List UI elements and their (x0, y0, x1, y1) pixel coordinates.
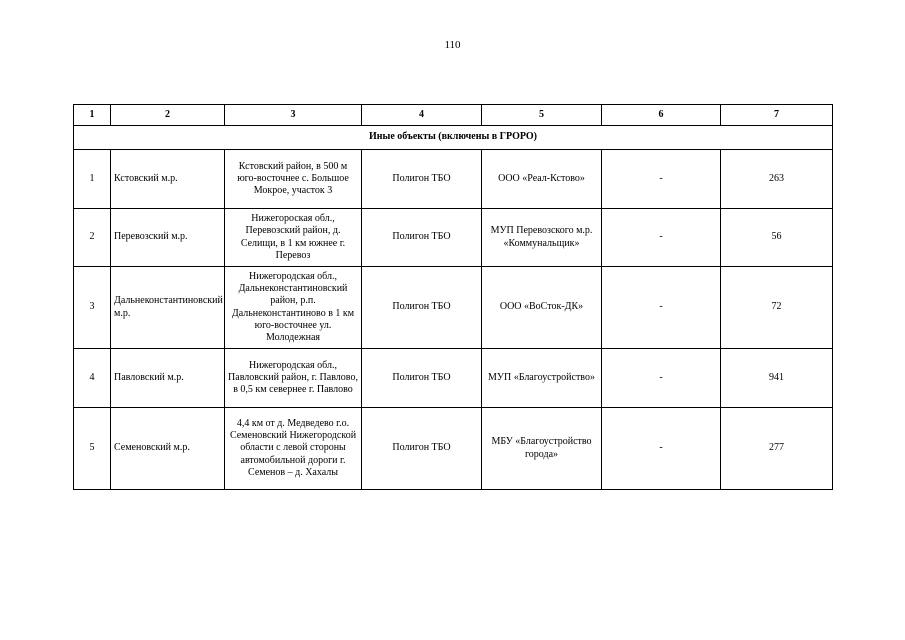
table-row (74, 267, 833, 349)
section-row (74, 126, 833, 150)
address-cell: Нижегородская обл., Павловский район, г. Павлово, в 0,5 км севернее г. Павлово (225, 349, 362, 408)
column-7-cell: 56 (721, 209, 833, 267)
address-cell: Кстовский район, в 500 м юго-восточнее с. Большое Мокрое, участок 3 (225, 150, 362, 209)
column-6-cell: - (602, 150, 721, 209)
district-cell: Перевозский м.р. (111, 209, 225, 267)
operator-cell: МУП Перевозского м.р. «Коммунальщик» (482, 209, 602, 267)
row-number: 2 (74, 209, 111, 267)
table-row (74, 150, 833, 209)
address-cell: Нижегородская обл., Дальнеконстантиновский район, р.п. Дальнеконстантиново в 1 км юго-восточнее ул. Молодежная (225, 267, 362, 349)
district-cell: Кстовский м.р. (111, 150, 225, 209)
row-number: 3 (74, 267, 111, 349)
operator-cell: ООО «Реал-Кстово» (482, 150, 602, 209)
column-header: 6 (602, 105, 721, 126)
operator-cell: ООО «ВоСток-ДК» (482, 267, 602, 349)
facility-type-cell: Полигон ТБО (362, 349, 482, 408)
column-6-cell: - (602, 267, 721, 349)
facility-type-cell: Полигон ТБО (362, 209, 482, 267)
column-7-cell: 277 (721, 408, 833, 490)
row-number: 5 (74, 408, 111, 490)
section-title: Иные объекты (включены в ГРОРО) (74, 126, 833, 150)
column-header: 2 (111, 105, 225, 126)
operator-cell: МБУ «Благоустройство города» (482, 408, 602, 490)
column-7-cell: 72 (721, 267, 833, 349)
table-row (74, 408, 833, 490)
table-row (74, 349, 833, 408)
column-7-cell: 941 (721, 349, 833, 408)
district-cell: Дальнеконстантиновский м.р. (111, 267, 225, 349)
header-row (74, 105, 833, 126)
column-6-cell: - (602, 349, 721, 408)
district-cell: Семеновский м.р. (111, 408, 225, 490)
column-header: 3 (225, 105, 362, 126)
facility-type-cell: Полигон ТБО (362, 267, 482, 349)
column-header: 1 (74, 105, 111, 126)
column-header: 7 (721, 105, 833, 126)
column-7-cell: 263 (721, 150, 833, 209)
operator-cell: МУП «Благоустройство» (482, 349, 602, 408)
facility-type-cell: Полигон ТБО (362, 150, 482, 209)
column-6-cell: - (602, 209, 721, 267)
table-row (74, 209, 833, 267)
column-header: 5 (482, 105, 602, 126)
row-number: 4 (74, 349, 111, 408)
column-6-cell: - (602, 408, 721, 490)
waste-facilities-table (73, 104, 833, 490)
column-header: 4 (362, 105, 482, 126)
row-number: 1 (74, 150, 111, 209)
district-cell: Павловский м.р. (111, 349, 225, 408)
facility-type-cell: Полигон ТБО (362, 408, 482, 490)
address-cell: Нижегороская обл., Перевозский район, д. Селищи, в 1 км южнее г. Перевоз (225, 209, 362, 267)
address-cell: 4,4 км от д. Медведево г.о. Семеновский Нижегородской области с левой стороны автомобильной дороги г. Семенов – д. Хахалы (225, 408, 362, 490)
page-number: 110 (444, 39, 461, 51)
